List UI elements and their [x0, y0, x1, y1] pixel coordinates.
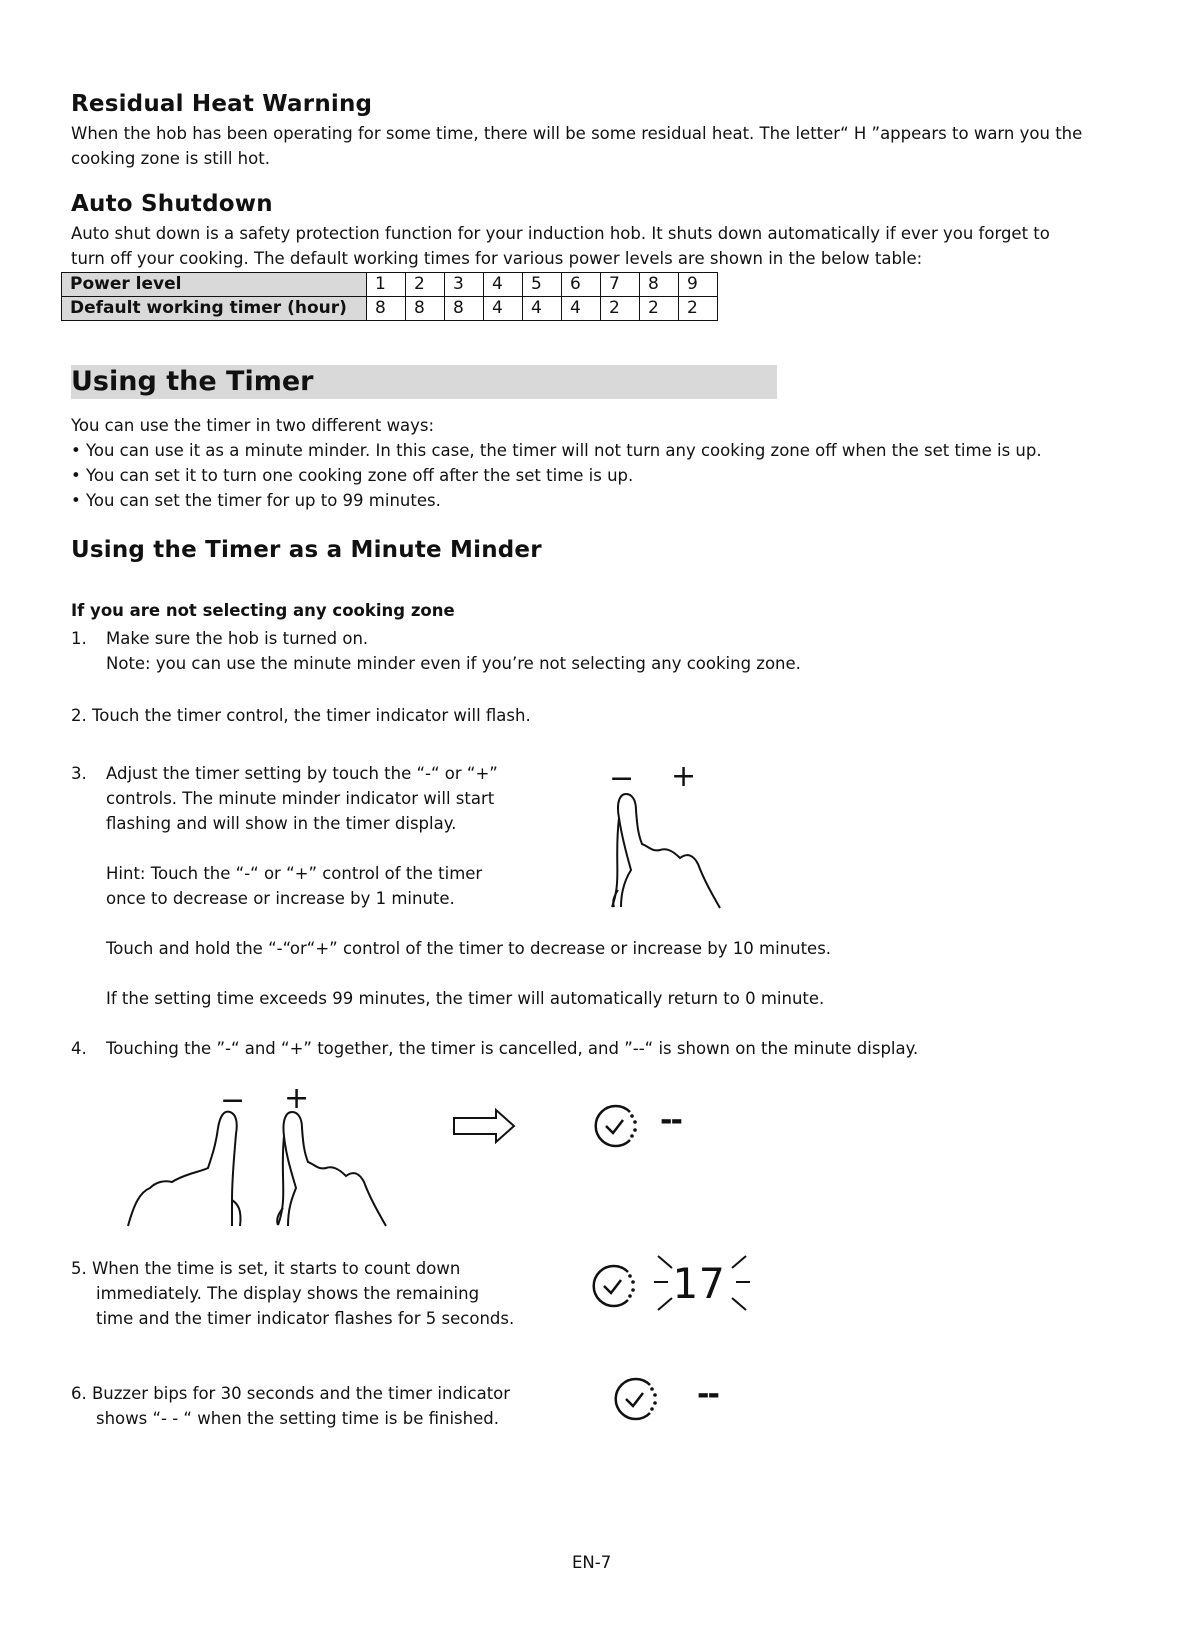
exceed-text: If the setting time exceeds 99 minutes, the timer will automatically return to 0 minute. [106, 989, 825, 1008]
display-dashes: -- [660, 1103, 681, 1138]
using-timer-intro: You can use the timer in two different ways: [71, 416, 435, 435]
step5-text-2: immediately. The display shows the remaining [96, 1284, 480, 1303]
finger-touch-icon [590, 790, 730, 910]
residual-heat-text-1: When the hob has been operating for some time, there will be some residual heat. The letter“ H ”appears to warn you the [71, 124, 1083, 143]
power-level-cell: 1 [367, 273, 406, 297]
plus-symbol: + [671, 759, 697, 794]
working-timer-label: Default working timer (hour) [62, 297, 367, 321]
timer-indicator-icon [592, 1102, 640, 1150]
auto-shutdown-text-2: turn off your cooking. The default working times for various power levels are shown in the below table: [71, 249, 923, 268]
hint-text-2: once to decrease or increase by 1 minute. [106, 889, 455, 908]
step3-text-3: flashing and will show in the timer display. [106, 814, 457, 833]
minute-minder-title: Using the Timer as a Minute Minder [71, 537, 542, 563]
auto-shutdown-text-1: Auto shut down is a safety protection function for your induction hob. It shuts down automatically if ever you forget to [71, 224, 1050, 243]
power-level-cell: 5 [523, 273, 562, 297]
minus-symbol: − [609, 761, 635, 796]
working-timer-cell: 4 [562, 297, 601, 321]
step6-text-2: shows “- - “ when the setting time is be finished. [96, 1409, 499, 1428]
step-number: 4. [71, 1039, 87, 1058]
using-timer-bullet: • You can set it to turn one cooking zone off after the set time is up. [71, 466, 634, 485]
step-number: 1. [71, 629, 87, 648]
timer-indicator-icon [612, 1375, 660, 1423]
working-timer-cell: 4 [484, 297, 523, 321]
power-level-cell: 4 [484, 273, 523, 297]
step6-text-1: 6. Buzzer bips for 30 seconds and the timer indicator [71, 1384, 511, 1403]
display-digits: 17 [672, 1259, 727, 1308]
using-timer-title: Using the Timer [71, 365, 777, 399]
hint-text-1: Hint: Touch the “-“ or “+” control of the timer [106, 864, 483, 883]
residual-heat-text-2: cooking zone is still hot. [71, 149, 270, 168]
power-level-cell: 2 [406, 273, 445, 297]
display-dashes: -- [697, 1377, 718, 1412]
power-level-cell: 9 [679, 273, 718, 297]
working-timer-cell: 8 [367, 297, 406, 321]
auto-shutdown-table [61, 272, 718, 321]
step1-text-1: Make sure the hob is turned on. [106, 629, 369, 648]
minute-minder-subtitle: If you are not selecting any cooking zone [71, 601, 455, 620]
two-fingers-touch-icon [120, 1108, 410, 1228]
step5-text-1: 5. When the time is set, it starts to count down [71, 1259, 461, 1278]
working-timer-cell: 2 [679, 297, 718, 321]
power-level-cell: 7 [601, 273, 640, 297]
working-timer-row [62, 297, 718, 321]
working-timer-cell: 2 [601, 297, 640, 321]
power-level-row [62, 273, 718, 297]
step5-text-3: time and the timer indicator flashes for 5 seconds. [96, 1309, 515, 1328]
using-timer-bullet: • You can use it as a minute minder. In this case, the timer will not turn any cooking zone off when the set time is up. [71, 441, 1042, 460]
step3-text-1: Adjust the timer setting by touch the “-“ or “+” [106, 764, 498, 783]
power-level-cell: 8 [640, 273, 679, 297]
step1-text-2: Note: you can use the minute minder even if you’re not selecting any cooking zone. [106, 654, 801, 673]
hold-text: Touch and hold the “-“or“+” control of the timer to decrease or increase by 10 minutes. [106, 939, 832, 958]
plus-symbol: + [284, 1081, 310, 1116]
residual-heat-title: Residual Heat Warning [71, 91, 373, 117]
power-level-label: Power level [62, 273, 367, 297]
working-timer-cell: 4 [523, 297, 562, 321]
working-timer-cell: 2 [640, 297, 679, 321]
power-level-cell: 3 [445, 273, 484, 297]
auto-shutdown-title: Auto Shutdown [71, 191, 273, 217]
step-number: 3. [71, 764, 87, 783]
using-timer-bullet: • You can set the timer for up to 99 minutes. [71, 491, 441, 510]
step2-text: 2. Touch the timer control, the timer indicator will flash. [71, 706, 531, 725]
minus-symbol: − [220, 1083, 246, 1118]
arrow-right-icon [452, 1108, 518, 1144]
page-number: EN-7 [572, 1553, 612, 1572]
timer-indicator-icon [590, 1262, 638, 1310]
working-timer-cell: 8 [406, 297, 445, 321]
power-level-cell: 6 [562, 273, 601, 297]
step3-text-2: controls. The minute minder indicator will start [106, 789, 495, 808]
step4-text: Touching the ”-“ and “+” together, the timer is cancelled, and ”--“ is shown on the minute display. [106, 1039, 919, 1058]
working-timer-cell: 8 [445, 297, 484, 321]
